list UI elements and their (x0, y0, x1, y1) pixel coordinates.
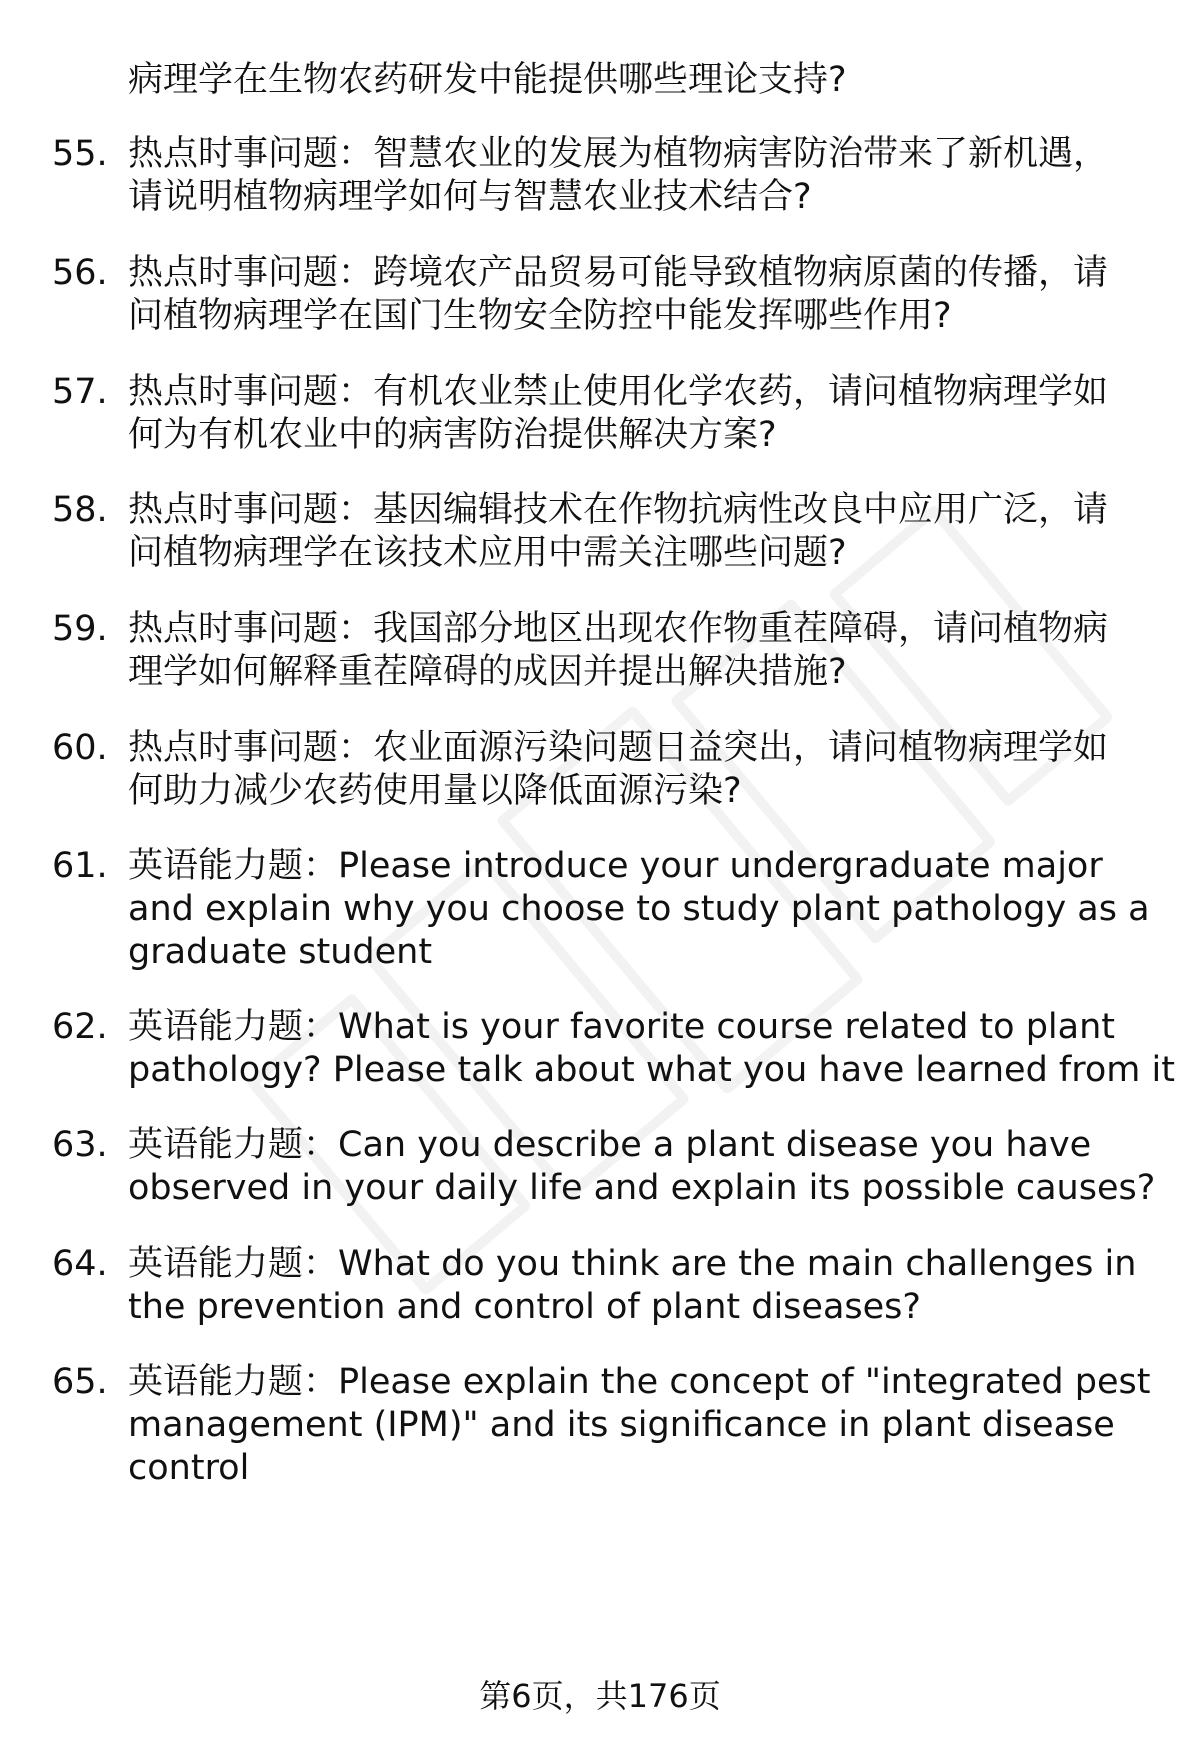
question-number: 59. (52, 609, 108, 649)
page-footer: 第6页，共176页 (479, 1677, 721, 1715)
question-text-line: control (128, 1448, 250, 1488)
question-text-line: 热点时事问题：农业面源污染问题日益突出，请问植物病理学如 (128, 728, 1109, 768)
question-text-line: 热点时事问题：智慧农业的发展为植物病害防治带来了新机遇， (128, 134, 1109, 174)
question-number: 56. (52, 253, 108, 293)
question-text-line: the prevention and control of plant diseases? (128, 1287, 921, 1327)
question-text-line: 理学如何解释重茬障碍的成因并提出解决措施? (128, 652, 847, 692)
question-text-line: 热点时事问题：跨境农产品贸易可能导致植物病原菌的传播，请 (128, 253, 1109, 293)
question-text-line: 请说明植物病理学如何与智慧农业技术结合? (128, 177, 812, 217)
question-text-line: 英语能力题：Can you describe a plant disease you have (128, 1125, 1092, 1165)
continuation-line: 病理学在生物农药研发中能提供哪些理论支持? (128, 60, 847, 100)
question-number: 65. (52, 1362, 108, 1402)
question-text-line: 热点时事问题：基因编辑技术在作物抗病性改良中应用广泛，请 (128, 490, 1109, 530)
question-text-line: 英语能力题：Please introduce your undergraduate major (128, 846, 1103, 886)
question-text-line: 何为有机农业中的病害防治提供解决方案? (128, 415, 777, 455)
question-number: 64. (52, 1244, 108, 1284)
question-number: 58. (52, 490, 108, 530)
question-text-line: observed in your daily life and explain its possible causes? (128, 1168, 1156, 1208)
question-number: 61. (52, 846, 108, 886)
question-text-line: 热点时事问题：我国部分地区出现农作物重茬障碍，请问植物病 (128, 609, 1109, 649)
question-text-line: pathology? Please talk about what you have learned from it (128, 1050, 1175, 1090)
question-text-line: and explain why you choose to study plant pathology as a (128, 889, 1150, 929)
question-number: 63. (52, 1125, 108, 1165)
question-text-line: 热点时事问题：有机农业禁止使用化学农药，请问植物病理学如 (128, 372, 1109, 412)
question-number: 62. (52, 1007, 108, 1047)
question-text-line: 何助力减少农药使用量以降低面源污染? (128, 771, 742, 811)
question-text-line: 英语能力题：What is your favorite course related to plant (128, 1007, 1115, 1047)
question-number: 60. (52, 728, 108, 768)
question-text-line: 英语能力题：Please explain the concept of "integrated pest (128, 1362, 1151, 1402)
question-text-line: management (IPM)" and its significance in plant disease (128, 1405, 1115, 1445)
question-number: 57. (52, 372, 108, 412)
question-text-line: 问植物病理学在国门生物安全防控中能发挥哪些作用? (128, 296, 952, 336)
question-text-line: 英语能力题：What do you think are the main challenges in (128, 1244, 1137, 1284)
question-number: 55. (52, 134, 108, 174)
question-text-line: 问植物病理学在该技术应用中需关注哪些问题? (128, 533, 847, 573)
question-text-line: graduate student (128, 932, 433, 972)
